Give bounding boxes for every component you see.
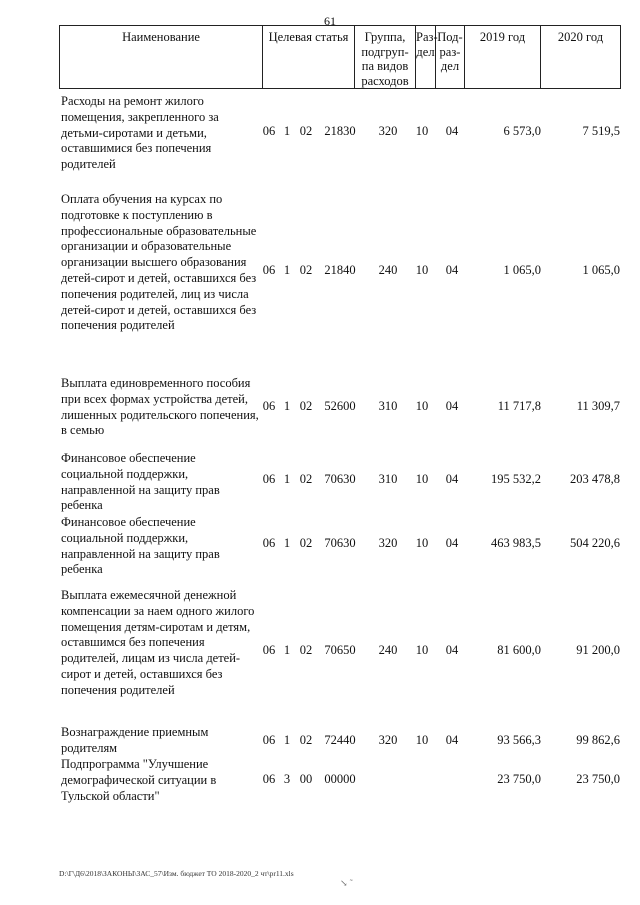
value-2019: 1 065,0 [503,263,541,277]
row-name: Выплата ежемесячной денежной компенсации за наем одного жилого помещения детям-сиротам и детям, оставшимся без попечения родителей, лицам из числа детей-сирот и детей, оставшихся без попечения родителей [61,588,255,697]
value-2019: 463 983,5 [491,536,541,550]
row-name: Расходы на ремонт жилого помещения, закрепленного за детьми-сиротами и детьми, оставшимися без попечения родителей [61,94,219,172]
header-year-2020: 2020 год [557,30,604,44]
subsection-value: 04 [445,263,459,277]
row-name: Оплата обучения на курсах по подготовке к поступлению в профессиональные образовательные организации и образовательные организации высшего образования детей-сирот и детей, оставшихся без попечения родителей, лиц из числа детей-сирот и детей, оставшихся без попечения родителей [61,192,257,333]
row-values [0,472,640,488]
row-name: Финансовое обеспечение социальной поддержки, направленной на защиту прав ребенка [61,515,220,577]
subsection-value: 04 [445,124,459,138]
cs-code: 52600 [324,399,356,413]
cs-code: 21830 [324,124,356,138]
cs-code: 70650 [324,643,356,657]
cs-code: 00000 [324,772,356,786]
group-value: 310 [378,399,398,413]
group-value: 320 [378,733,398,747]
cs-event: 02 [299,733,313,747]
table-header [59,25,621,89]
group-value: 240 [378,263,398,277]
value-2019: 23 750,0 [497,772,541,786]
value-2020: 7 519,5 [582,124,620,138]
section-value: 10 [415,472,429,486]
cs-event: 02 [299,472,313,486]
cs-code: 21840 [324,263,356,277]
cs-program: 06 [262,263,276,277]
scan-mark: ↘ ˜ [340,878,353,888]
header-subsection: Под- раз- дел [436,26,465,88]
header-group: Группа, подгруп- па видов расходов [355,26,416,88]
value-2020: 99 862,6 [576,733,620,747]
value-2020: 91 200,0 [576,643,620,657]
cs-subprogram: 1 [283,263,291,277]
value-2019: 11 717,8 [497,399,541,413]
cs-event: 02 [299,263,313,277]
header-name: Наименование [60,26,263,88]
page-number: 61 [324,14,336,28]
cs-event: 02 [299,536,313,550]
cs-subprogram: 3 [283,772,291,786]
subsection-value: 04 [445,733,459,747]
section-value: 10 [415,536,429,550]
row-values [0,643,640,659]
section-value: 10 [415,399,429,413]
cs-code: 70630 [324,536,356,550]
value-2019: 81 600,0 [497,643,541,657]
header-target-article: Целевая статья [263,26,355,88]
section-value: 10 [415,124,429,138]
cs-subprogram: 1 [283,399,291,413]
cs-subprogram: 1 [283,733,291,747]
cs-program: 06 [262,124,276,138]
row-name: Подпрограмма "Улучшение демографической ситуации в Тульской области" [61,757,217,803]
subsection-value: 04 [445,472,459,486]
subsection-value: 04 [445,399,459,413]
cs-event: 02 [299,399,313,413]
header-year-2019: 2019 год [465,26,541,88]
value-2019: 93 566,3 [497,733,541,747]
value-2019: 195 532,2 [491,472,541,486]
cs-event: 02 [299,643,313,657]
cs-subprogram: 1 [283,124,291,138]
row-values [0,536,640,552]
cs-program: 06 [262,643,276,657]
value-2020: 23 750,0 [576,772,620,786]
cs-subprogram: 1 [283,536,291,550]
row-values [0,124,640,140]
subsection-value: 04 [445,643,459,657]
row-values [0,263,640,279]
row-name: Выплата единовременного пособия при всех формах устройства детей, лишенных родительского попечения, в семью [61,376,259,438]
section-value: 10 [415,263,429,277]
group-value: 310 [378,472,398,486]
cs-code: 70630 [324,472,356,486]
file-path-footer: D:\Г\Д6\2018\ЗАКОНЫ\ЗАС_57\Изм. бюджет ТО 2018-2020_2 чт\pr11.xls [59,869,294,878]
cs-event: 02 [299,124,313,138]
header-section: Раз- дел [416,26,436,88]
value-2019: 6 573,0 [503,124,541,138]
group-value: 320 [378,536,398,550]
cs-code: 72440 [324,733,356,747]
cs-program: 06 [262,772,276,786]
group-value: 320 [378,124,398,138]
cs-program: 06 [262,536,276,550]
row-values [0,399,640,415]
value-2020: 504 220,6 [570,536,620,550]
row-values [0,772,640,788]
section-value: 10 [415,733,429,747]
cs-program: 06 [262,733,276,747]
value-2020: 1 065,0 [582,263,620,277]
cs-subprogram: 1 [283,643,291,657]
group-value: 240 [378,643,398,657]
row-values [0,733,640,749]
cs-program: 06 [262,399,276,413]
row-name: Вознаграждение приемным родителям [61,725,209,755]
value-2020: 203 478,8 [570,472,620,486]
subsection-value: 04 [445,536,459,550]
section-value: 10 [415,643,429,657]
cs-event: 00 [299,772,313,786]
row-name: Финансовое обеспечение социальной поддержки, направленной на защиту прав ребенка [61,451,220,513]
cs-subprogram: 1 [283,472,291,486]
cs-program: 06 [262,472,276,486]
value-2020: 11 309,7 [576,399,620,413]
